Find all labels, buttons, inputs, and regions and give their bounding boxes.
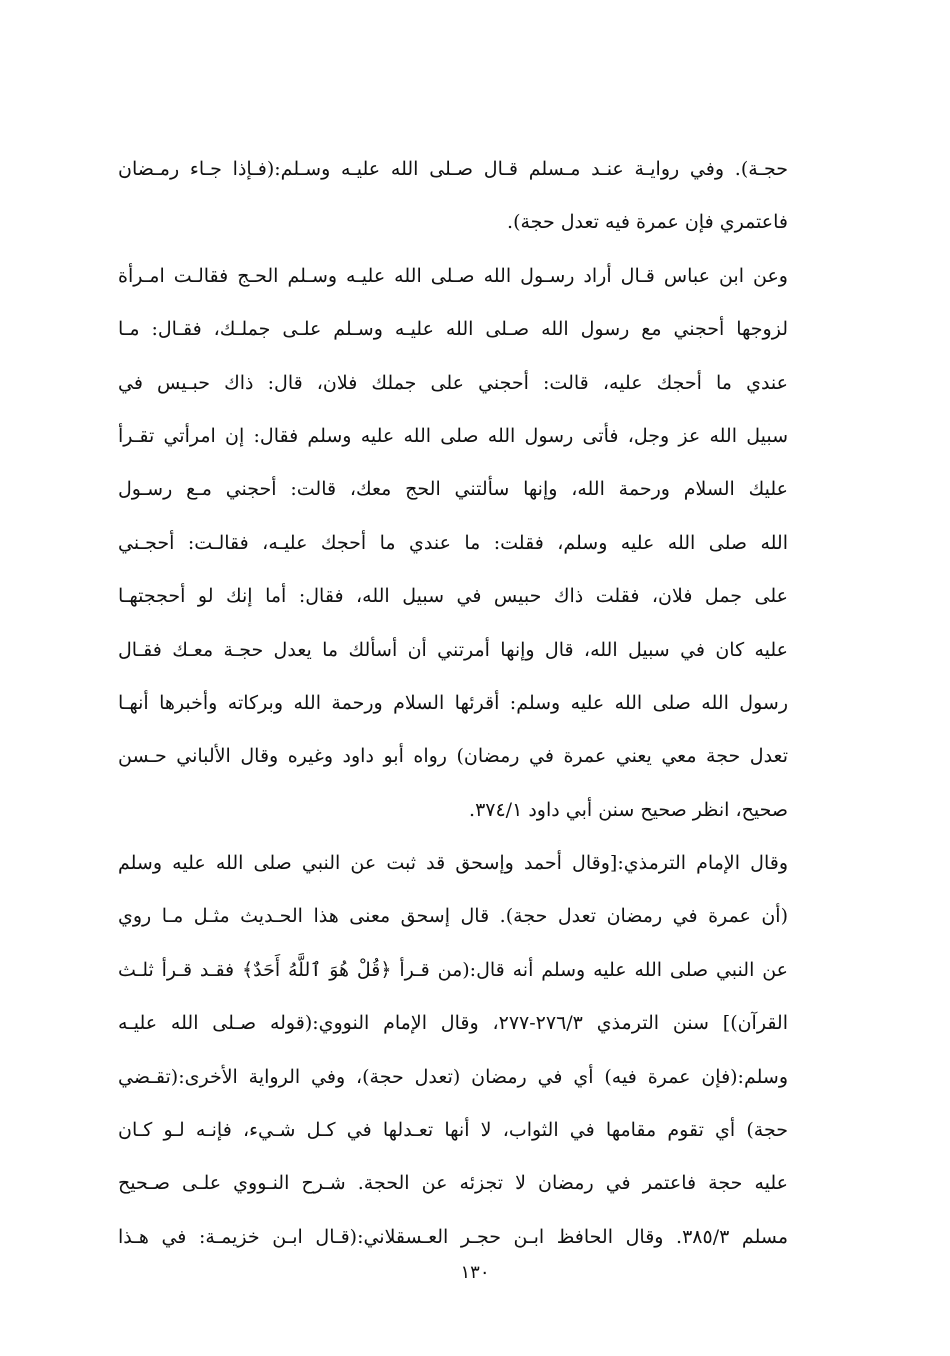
text-line: عليه كان في سبيل الله، قال وإنها أمرتني أن أسألك ما يعدل حجـة معـك فقـال [118, 638, 788, 661]
text-line: وعن ابن عباس قـال أراد رسـول الله صـلى الله عليـه وسـلم الحـج فقالـت امـرأة [118, 264, 788, 287]
text-line: عندي ما أحجك عليه، قالت: أحجني على جملك فلان، قال: ذاك حبـيس في [118, 371, 788, 394]
text-line: فاعتمري فإن عمرة فيه تعدل حجة). [507, 211, 788, 234]
text-line: مسلم ٣٨٥/٣. وقال الحافظ ابـن حجـر العـسقلاني:(قـال ابـن خزيمـة: في هـذا [118, 1225, 788, 1248]
text-line: عن النبي صلى الله عليه وسلم أنه قال:(من قـرأ ﴿قُلْ هُوَ ٱللَّهُ أَحَدٌ﴾ فقـد قـرأ ثلـث [118, 958, 788, 981]
text-line: الله صلى الله عليه وسلم، فقلت: ما عندي ما أحجك عليـه، فقالـت: أحجـني [118, 531, 788, 554]
text-line: تعدل حجة معي يعني عمرة في رمضان) رواه أبو داود وغيره وقال الألباني حـسن [118, 745, 788, 768]
body-text [118, 143, 788, 1264]
text-line: حجـة). وفي روايـة عنـد مـسلم قـال صـلى الله عليـه وسـلم:(فـإذا جـاء رمـضان [118, 158, 788, 180]
text-line: سبيل الله عز وجل، فأتى رسول الله صلى الله عليه وسلم فقال: إن امرأتي تقـرأ [118, 424, 788, 447]
text-line: على جمل فلان، فقلت ذاك حبيس في سبيل الله، فقال: أما إنك لو أحججتهـا [118, 585, 788, 608]
text-line: (أن عمرة في رمضان تعدل حجة). قال إسحق معنى هذا الحـديث مثـل مـا روي [118, 905, 788, 928]
text-line: القرآن)] سنن الترمذي ٢٧٦/٣-٢٧٧، وقال الإمام النووي:(قوله صـلى الله عليـه [118, 1012, 788, 1035]
text-line: حجة) أي تقوم مقامها في الثواب، لا أنها تعـدلها في كـل شـيء، فإنـه لـو كـان [118, 1119, 788, 1142]
page-number: ١٣٠ [460, 1262, 490, 1283]
text-line: عليه حجة فاعتمر في رمضان لا تجزئه عن الحجة. شـرح النـووي علـى صـحيح [118, 1172, 788, 1195]
text-line: صحيح، انظر صحيح سنن أبي داود ٣٧٤/١. [469, 798, 788, 821]
text-line: وقال الإمام الترمذي:[وقال أحمد وإسحق قد ثبت عن النبي صلى الله عليه وسلم [118, 852, 788, 875]
text-line: وسلم:(فإن عمرة فيه) أي في رمضان (تعدل حجة)، وفي الرواية الأخرى:(تقـضي [118, 1065, 788, 1088]
text-line: لزوجها أحجني مع رسول الله صـلى الله عليـه وسـلم علـى جملـك، فقـال: مـا [118, 318, 788, 341]
text-line: عليك السلام ورحمة الله، وإنها سألتني الحج معك، قالت: أحجني مـع رسـول [118, 478, 788, 501]
text-line: رسول الله صلى الله عليه وسلم: أقرئها السلام ورحمة الله وبركاته وأخبرها أنهـا [118, 691, 788, 714]
